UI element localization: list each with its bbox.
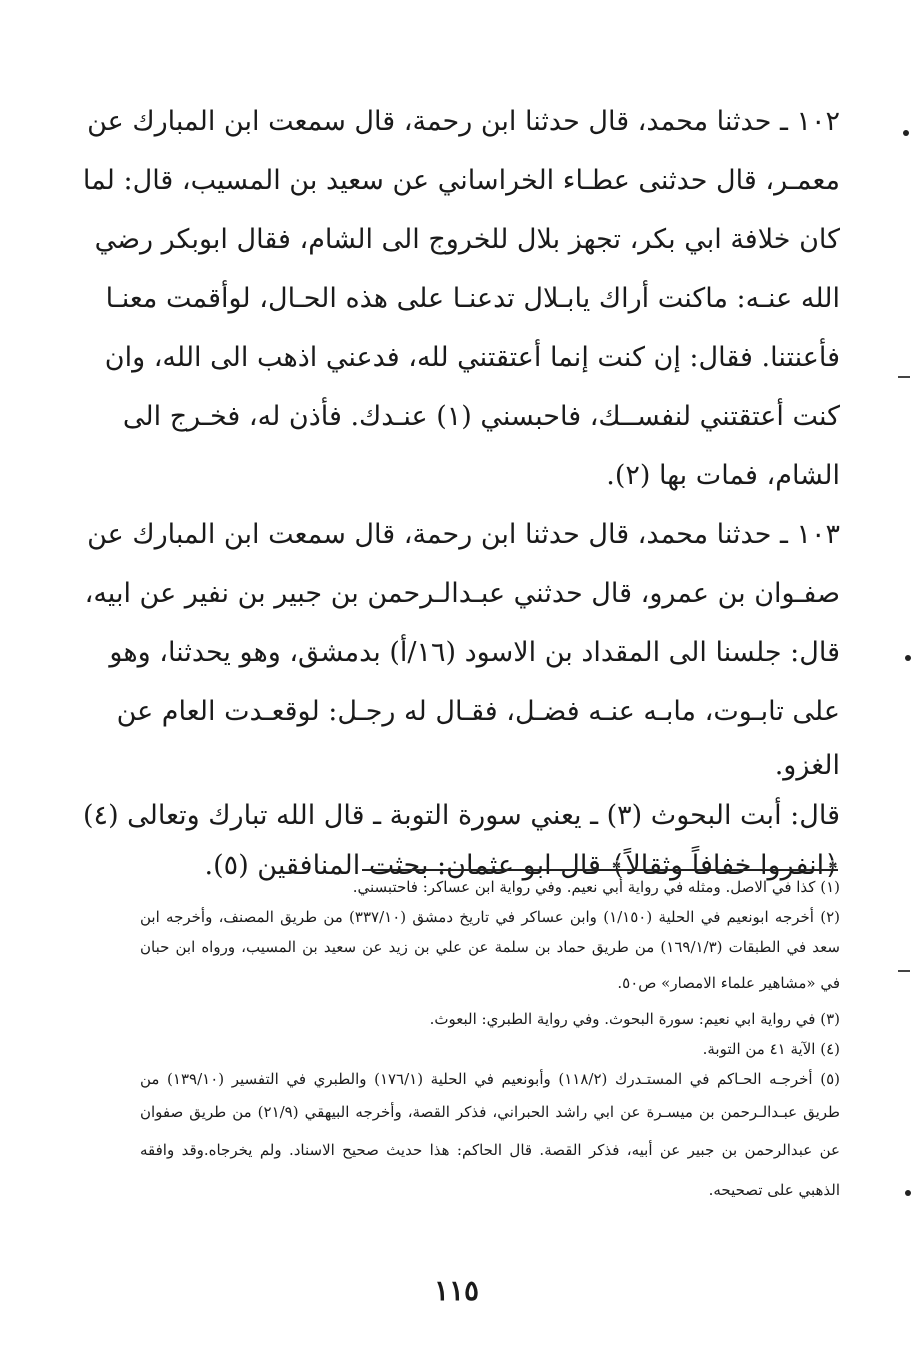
text-line: الله عنـه: ماكنت أراك يابـلال تدعنـا على هذه الحـال، لوأقمت معنـا [105,283,840,314]
scan-mark [898,970,910,972]
text-line: كنت أعتقتني لنفســك، فاحبسني (١) عنـدك. فأذن له، فخـرج الى [122,401,840,432]
page-number: ١١٥ [433,1274,480,1307]
footnote-line: طريق عبـدالـرحمن بن ميسـرة عن ابي راشد الحبراني، فذكر القصة، وأخرجه البيهقي (٢١/٩) من طريق صفوان [140,1103,840,1121]
footnote-line: في «مشاهير علماء الامصار» ص٥٠. [617,974,840,992]
text-line: معمـر، قال حدثنى عطـاء الخراساني عن سعيد بن المسيب، قال: لما [82,165,840,196]
footnotes-block [140,872,840,1210]
footnote-line: (٤) الآية ٤١ من التوبة. [702,1040,840,1058]
text-line: ﴿انفروا خفافاً وثقالاً﴾ قال ابو عثمان: بحثت المنافقين (٥). [204,850,840,881]
text-line: الشام، فمات بها (٢). [606,460,840,491]
text-line: ١٠٢ ـ حدثنا محمد، قال حدثنا ابن رحمة، قال سمعت ابن المبارك عن [87,106,840,137]
text-line: قال: أبت البحوث (٣) ـ يعني سورة التوبة ـ قال الله تبارك وتعالى (٤) [83,800,840,831]
footnote-line: (١) كذا في الاصل. ومثله في رواية أبي نعيم. وفي رواية ابن عساكر: فاحتبسني. [352,878,840,896]
text-line: فأعنتنا. فقال: إن كنت إنما أعتقتني لله، فدعني اذهب الى الله، وان [104,342,840,373]
footnote-line: (٣) في رواية ابي نعيم: سورة البحوث. وفي رواية الطبري: البعوث. [429,1010,840,1028]
text-line: قال: جلسنا الى المقداد بن الاسود (١٦/أ) بدمشق، وهو يحدثنا، وهو [109,637,840,668]
footnote-line: (٢) أخرجه ابونعيم في الحلية (١/١٥٠) وابن عساكر في تاريخ دمشق (٣٣٧/١٠) من طريق المصنف، وأخرجه ابن [140,908,840,926]
text-line: ١٠٣ ـ حدثنا محمد، قال حدثنا ابن رحمة، قال سمعت ابن المبارك عن [87,519,840,550]
main-text-block [82,92,840,891]
footnote-line: (٥) أخرجـه الحـاكم في المستـدرك (١١٨/٢) وأبونعيم في الحلية (١٧٦/١) والطبري في التفسير (١٣٩/١٠) من [140,1070,840,1088]
text-line: على تابـوت، مابـه عنـه فضـل، فقـال له رجـل: لوقعـدت العام عن [116,696,840,727]
scan-speck [905,655,911,661]
text-line: صفـوان بن عمرو، قال حدثني عبـدالـرحمن بن جبير بن نفير عن ابيه، [84,578,840,609]
footnote-line: عن عبدالرحمن بن جبير عن أبيه، فذكر القصة. قال الحاكم: هذا حديث صحيح الاسناد. ولم يخرجاه.وقد وافقه [140,1141,840,1159]
text-line: الغزو. [774,750,840,781]
footnote-line: الذهبي على تصحيحه. [708,1181,840,1199]
text-line: كان خلافة ابي بكر، تجهز بلال للخروج الى الشام، فقال ابوبكر رضي [94,224,840,255]
scan-speck [903,130,909,136]
scan-speck [905,1190,911,1196]
footnote-divider [362,869,838,871]
footnote-line: سعد في الطبقات (١٦٩/١/٣) من طريق حماد بن سلمة عن علي بن زيد عن سعيد بن المسيب، ورواه ابن حبان [140,938,840,956]
scan-mark [898,376,910,378]
